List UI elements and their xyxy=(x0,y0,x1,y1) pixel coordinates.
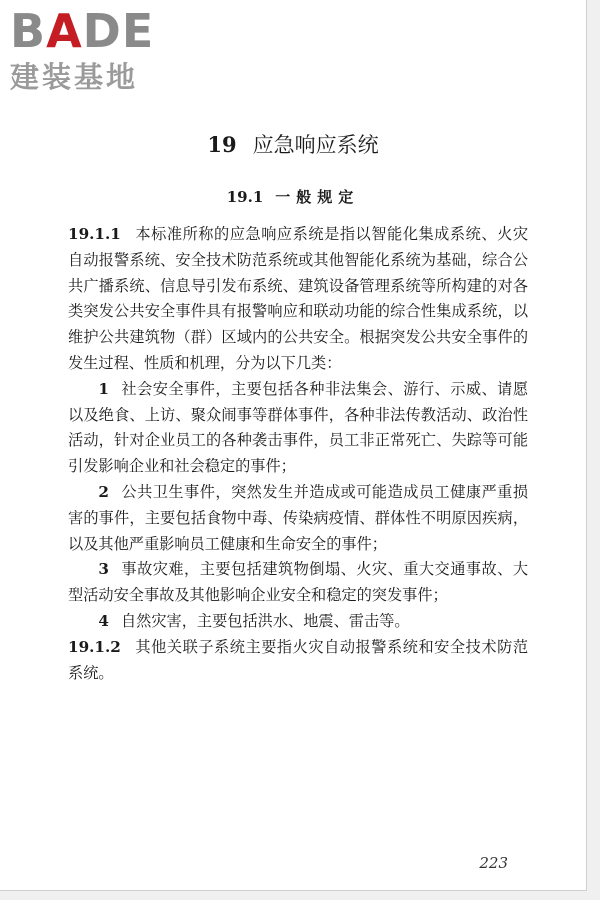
logo-letter-b: B xyxy=(10,4,47,58)
item-number: 4 xyxy=(98,611,109,630)
document-body xyxy=(68,222,528,686)
item-text: 社会安全事件，主要包括各种非法集会、游行、示威、请愿以及绝食、上访、聚众闹事等群体事件，各种非法传教活动、政治性活动，针对企业员工的各种袭击事件，员工非正常死亡、失踪等可能引发影响企业和社会稳定的事件； xyxy=(68,379,528,476)
list-item xyxy=(68,377,528,480)
clause-19-1-2 xyxy=(68,635,528,687)
chapter-number: 19 xyxy=(207,132,237,157)
section-name: 一般规定 xyxy=(275,188,360,206)
list-item xyxy=(68,557,528,609)
logo-subtitle: 建装基地 xyxy=(10,60,139,94)
list-item xyxy=(68,609,528,635)
section-number: 19.1 xyxy=(226,188,264,206)
chapter-title xyxy=(0,130,586,160)
item-number: 1 xyxy=(98,379,109,398)
clause-number: 19.1.2 xyxy=(68,637,121,656)
logo-letter-a: A xyxy=(46,4,83,58)
logo-letters-de: DE xyxy=(82,4,155,58)
logo-wordmark xyxy=(10,6,154,56)
item-text: 公共卫生事件，突然发生并造成或可能造成员工健康严重损害的事件，主要包括食物中毒、传染病疫情、群体性不明原因疾病，以及其他严重影响员工健康和生命安全的事件； xyxy=(68,482,528,553)
item-text: 事故灾难，主要包括建筑物倒塌、火灾、重大交通事故、大型活动安全事故及其他影响企业安全和稳定的突发事件； xyxy=(68,560,528,605)
clause-text: 本标准所称的应急响应系统是指以智能化集成系统、火灾自动报警系统、安全技术防范系统或其他智能化系统为基础，综合公共广播系统、信息导引发布系统、建筑设备管理系统等所构建的对各类突发公共安全事件具有报警响应和联动功能的综合性集成系统，以维护公共建筑物（群）区域内的公共安全。根据突发公共安全事件的发生过程、性质和机理，分为以下几类： xyxy=(68,225,528,372)
item-number: 2 xyxy=(98,482,109,501)
item-text: 自然灾害，主要包括洪水、地震、雷击等。 xyxy=(120,611,410,630)
clause-text: 其他关联子系统主要指火灾自动报警系统和安全技术防范系统。 xyxy=(68,637,528,682)
clause-number: 19.1.1 xyxy=(68,225,121,243)
chapter-name: 应急响应系统 xyxy=(252,133,379,157)
list-item xyxy=(68,480,528,557)
page-number: 223 xyxy=(479,854,508,872)
clause-19-1-1 xyxy=(68,222,528,377)
brand-logo xyxy=(8,6,178,98)
section-title xyxy=(0,184,586,210)
item-number: 3 xyxy=(98,560,109,579)
